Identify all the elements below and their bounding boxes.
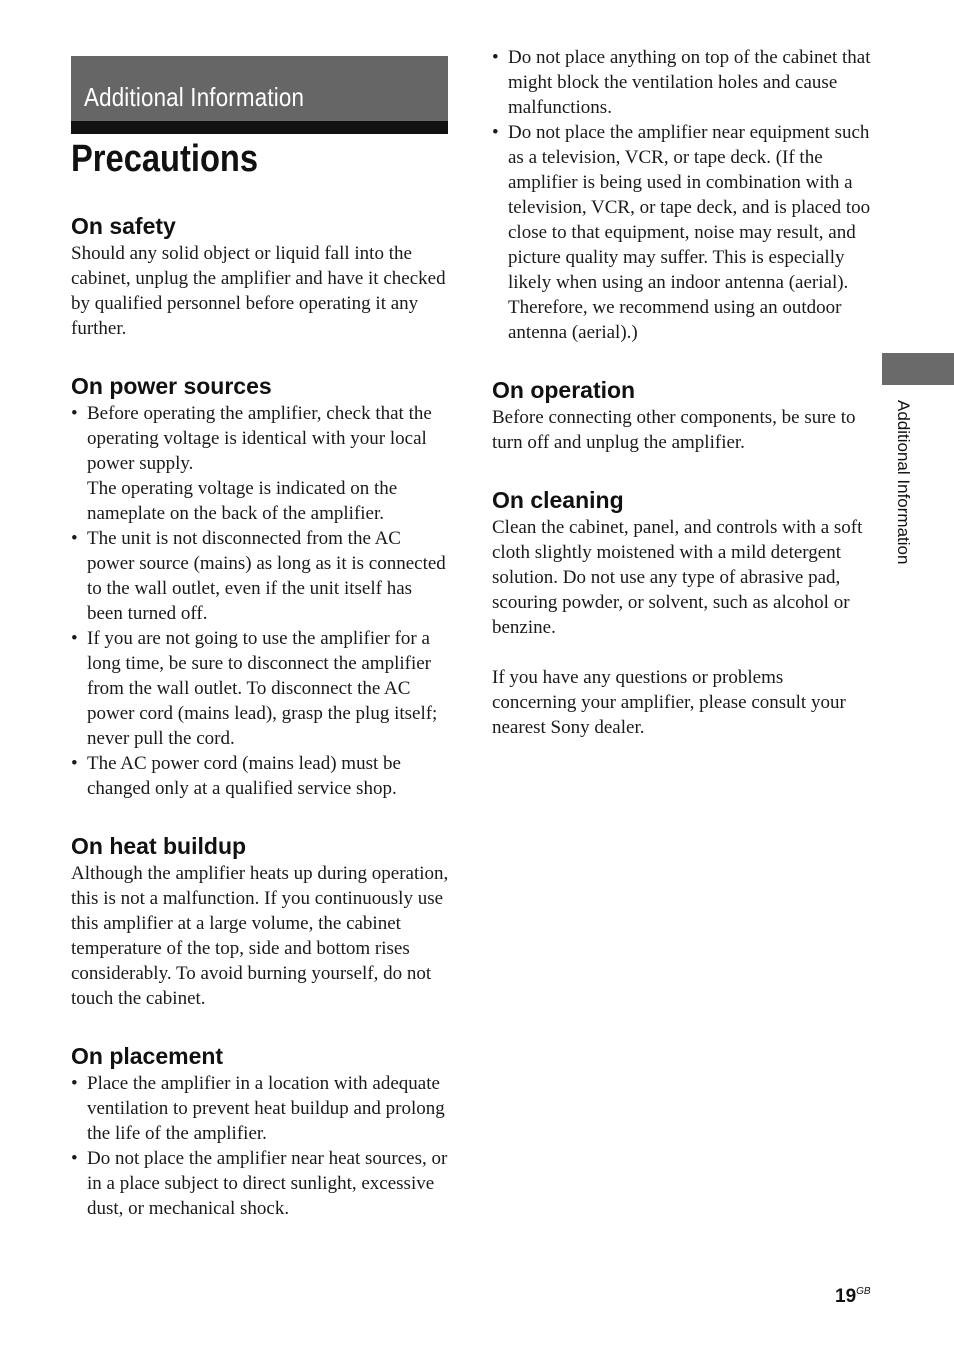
chapter-tab-marker bbox=[882, 353, 954, 385]
section-banner-label: Additional Information bbox=[84, 82, 305, 112]
chapter-tab-label: Additional Information bbox=[894, 400, 913, 565]
section-heading: On heat buildup bbox=[71, 833, 247, 859]
list-item: • Do not place anything on top of the cabinet that might block the ventilation holes and cause malfunctions. bbox=[492, 45, 872, 120]
section-body: Should any solid object or liquid fall into the cabinet, unplug the amplifier and have it checked by qualified personnel before operating it any further. bbox=[71, 243, 446, 339]
section-heading: On placement bbox=[71, 1043, 224, 1069]
page-number-value: 19 bbox=[835, 1286, 857, 1307]
section-safety bbox=[71, 211, 451, 341]
bullet-list bbox=[71, 1071, 451, 1221]
page-number-suffix: GB bbox=[856, 1286, 871, 1297]
list-item: • Do not place the amplifier near heat sources, or in a place subject to direct sunlight, excessive dust, or mechanical shock. bbox=[71, 1146, 451, 1221]
closing-note: If you have any questions or problems concerning your amplifier, please consult your nearest Sony dealer. bbox=[492, 667, 846, 738]
page-number bbox=[835, 1280, 871, 1309]
section-operation bbox=[492, 375, 872, 455]
left-column bbox=[71, 211, 451, 1221]
bullet-list bbox=[492, 45, 872, 345]
section-power-sources bbox=[71, 371, 451, 801]
list-item bbox=[71, 401, 451, 526]
page-title: Precautions bbox=[71, 138, 259, 180]
list-item: • If you are not going to use the amplifier for a long time, be sure to disconnect the amplifier from the wall outlet. To disconnect the AC power cord (mains lead), grasp the plug itself; never pull the cord. bbox=[71, 626, 451, 751]
list-item-note: The operating voltage is indicated on the nameplate on the back of the amplifier. bbox=[87, 478, 398, 524]
list-item-text: Before operating the amplifier, check that the operating voltage is identical with your local power supply. bbox=[87, 403, 432, 474]
section-body: Although the amplifier heats up during operation, this is not a malfunction. If you continuously use this amplifier at a large volume, the cabinet temperature of the top, side and bottom rises considerably. To avoid burning yourself, do not touch the cabinet. bbox=[71, 863, 449, 1009]
list-item: • The unit is not disconnected from the AC power source (mains) as long as it is connected to the wall outlet, even if the unit itself has been turned off. bbox=[71, 526, 451, 626]
right-column bbox=[492, 45, 872, 740]
section-body: Clean the cabinet, panel, and controls with a soft cloth slightly moistened with a mild detergent solution. Do not use any type of abrasive pad, scouring powder, or solvent, such as alcohol or benzine. bbox=[492, 517, 863, 638]
section-heading: On safety bbox=[71, 213, 176, 239]
section-placement bbox=[71, 1041, 451, 1221]
section-heading: On cleaning bbox=[492, 487, 624, 513]
section-heat-buildup bbox=[71, 831, 451, 1011]
section-heading: On operation bbox=[492, 377, 636, 403]
section-banner-rule bbox=[71, 121, 448, 134]
section-heading: On power sources bbox=[71, 373, 272, 399]
list-item: • Do not place the amplifier near equipment such as a television, VCR, or tape deck. (If the amplifier is being used in combination with a television, VCR, or tape deck, and is placed too close to that equipment, noise may result, and picture quality may suffer. This is especially likely when using an indoor antenna (aerial). Therefore, we recommend using an outdoor antenna (aerial).) bbox=[492, 120, 872, 345]
list-item: • Place the amplifier in a location with adequate ventilation to prevent heat buildup and prolong the life of the amplifier. bbox=[71, 1071, 451, 1146]
section-body: Before connecting other components, be sure to turn off and unplug the amplifier. bbox=[492, 407, 856, 453]
list-item: • The AC power cord (mains lead) must be changed only at a qualified service shop. bbox=[71, 751, 451, 801]
bullet-list bbox=[71, 401, 451, 801]
section-cleaning bbox=[492, 485, 872, 640]
